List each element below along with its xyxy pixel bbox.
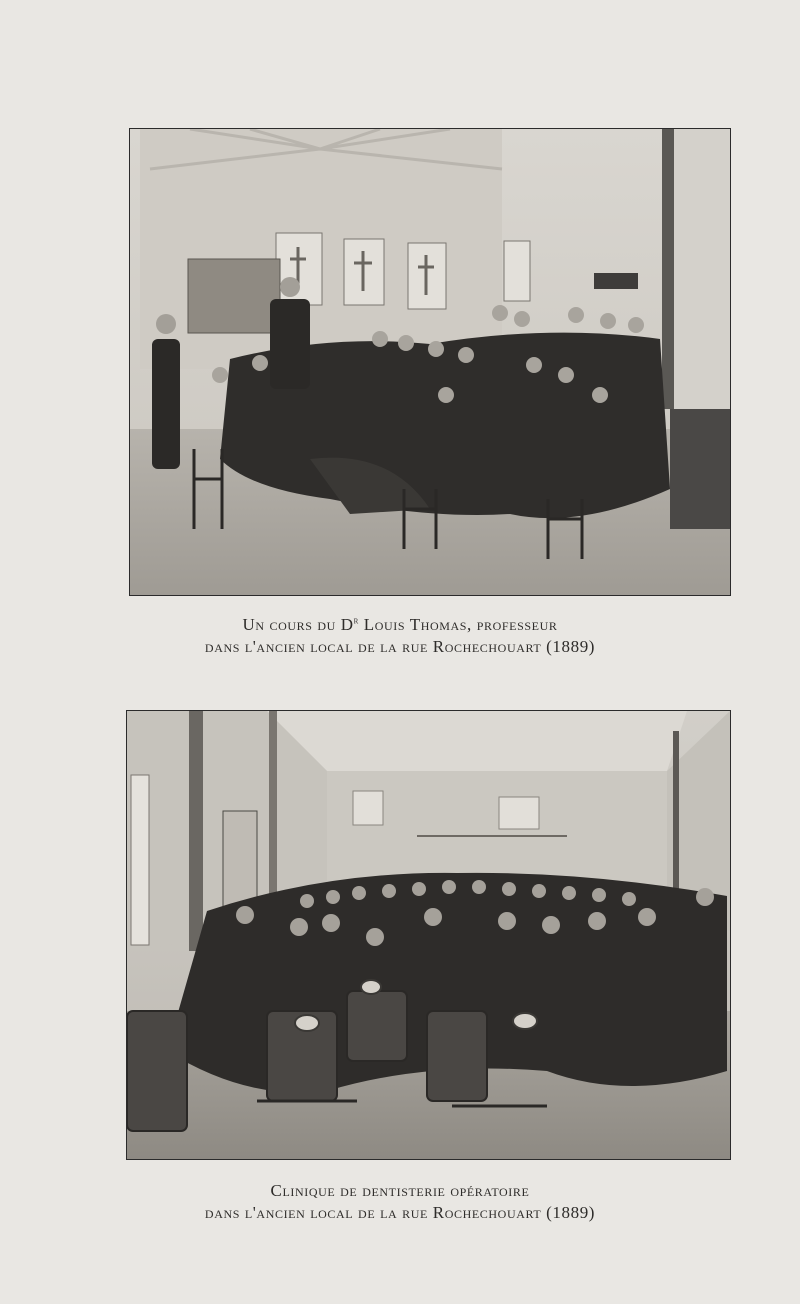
caption-line-2: dans l'ancien local de la rue Rochechouart (1889) xyxy=(204,637,596,656)
figure-caption-1 xyxy=(0,614,800,658)
lecture-photograph xyxy=(129,128,731,596)
caption-line-1: Un cours du $D^r$ Louis Thomas, professeur xyxy=(242,615,558,634)
caption-line-2: dans l'ancien local de la rue Rochechouart (1889) xyxy=(204,1203,596,1222)
figure-caption-2 xyxy=(0,1180,800,1224)
caption-line-1: Clinique de dentisterie opératoire xyxy=(270,1181,530,1200)
clinic-photograph xyxy=(126,710,731,1160)
